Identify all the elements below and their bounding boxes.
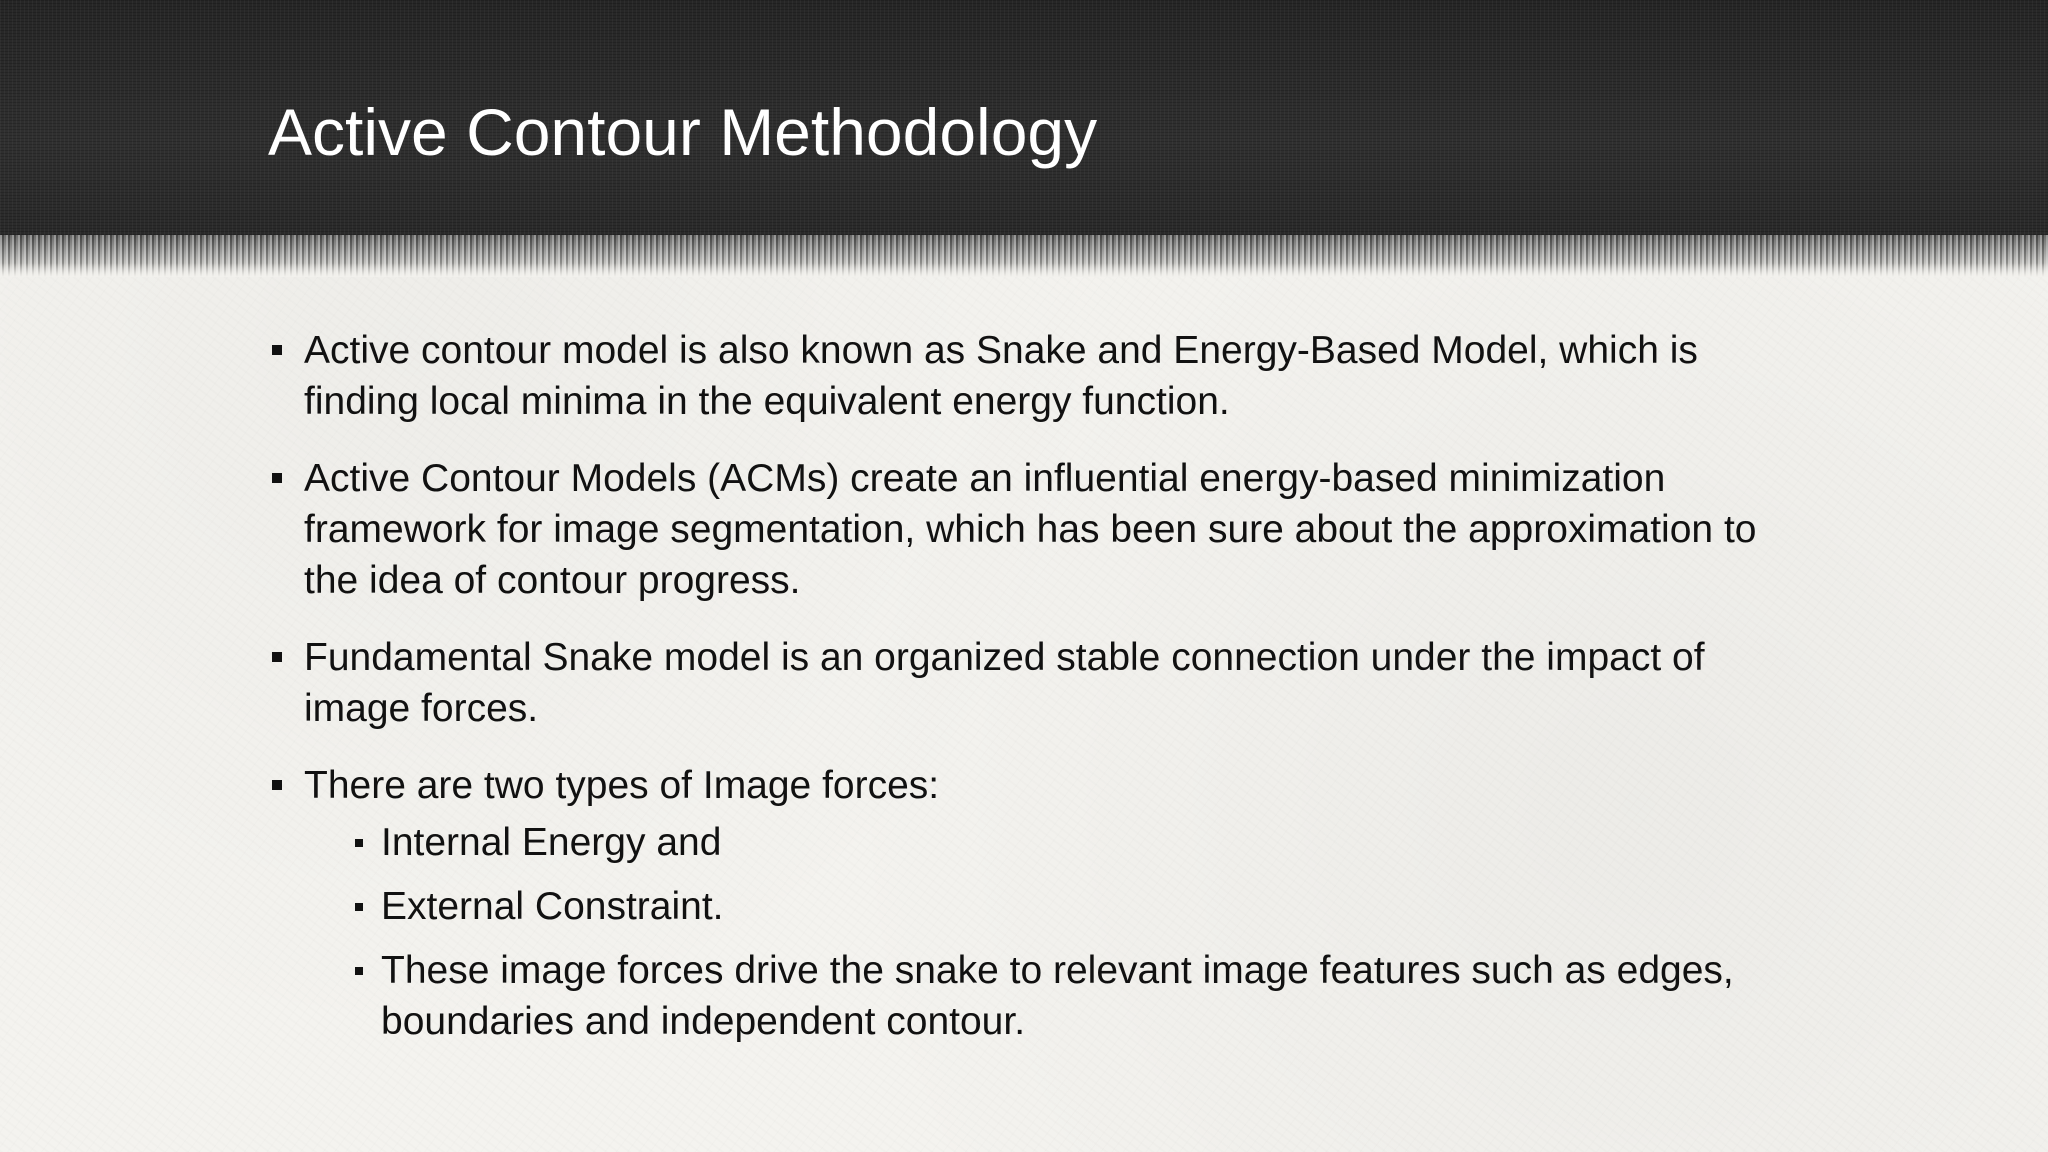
- bullet-item: [270, 760, 1810, 811]
- sub-bullet-text: These image forces drive the snake to relevant image features such as edges, boundaries and independent contour.: [381, 949, 1734, 1043]
- bullet-text: Active Contour Models (ACMs) create an influential energy-based minimization framework for image segmentation, which has been sure about the approximation to the idea of contour progress.: [304, 457, 1757, 602]
- sub-bullet-item: [355, 881, 1810, 932]
- sub-bullet-text: Internal Energy and: [381, 821, 722, 864]
- bullet-text: Fundamental Snake model is an organized stable connection under the impact of image forces.: [304, 636, 1705, 730]
- square-bullet-icon: [272, 780, 282, 790]
- square-bullet-icon: [272, 473, 282, 483]
- bullet-item: [270, 325, 1810, 427]
- square-bullet-icon: [272, 345, 282, 355]
- bullet-item: [270, 632, 1810, 734]
- sub-bullet-item: [355, 817, 1810, 868]
- sub-bullet-list: [270, 817, 1810, 1047]
- small-square-bullet-icon: [355, 967, 363, 975]
- header-fringe-divider: [0, 235, 2048, 277]
- bullet-list: [270, 325, 1810, 1060]
- square-bullet-icon: [272, 652, 282, 662]
- bullet-text: There are two types of Image forces:: [304, 764, 940, 807]
- small-square-bullet-icon: [355, 903, 363, 911]
- slide-title: Active Contour Methodology: [268, 95, 1098, 169]
- bullet-item: [270, 453, 1810, 606]
- bullet-text: Active contour model is also known as Snake and Energy-Based Model, which is finding local minima in the equivalent energy function.: [304, 329, 1698, 423]
- sub-bullet-text: External Constraint.: [381, 885, 724, 928]
- small-square-bullet-icon: [355, 839, 363, 847]
- sub-bullet-item: [355, 945, 1810, 1047]
